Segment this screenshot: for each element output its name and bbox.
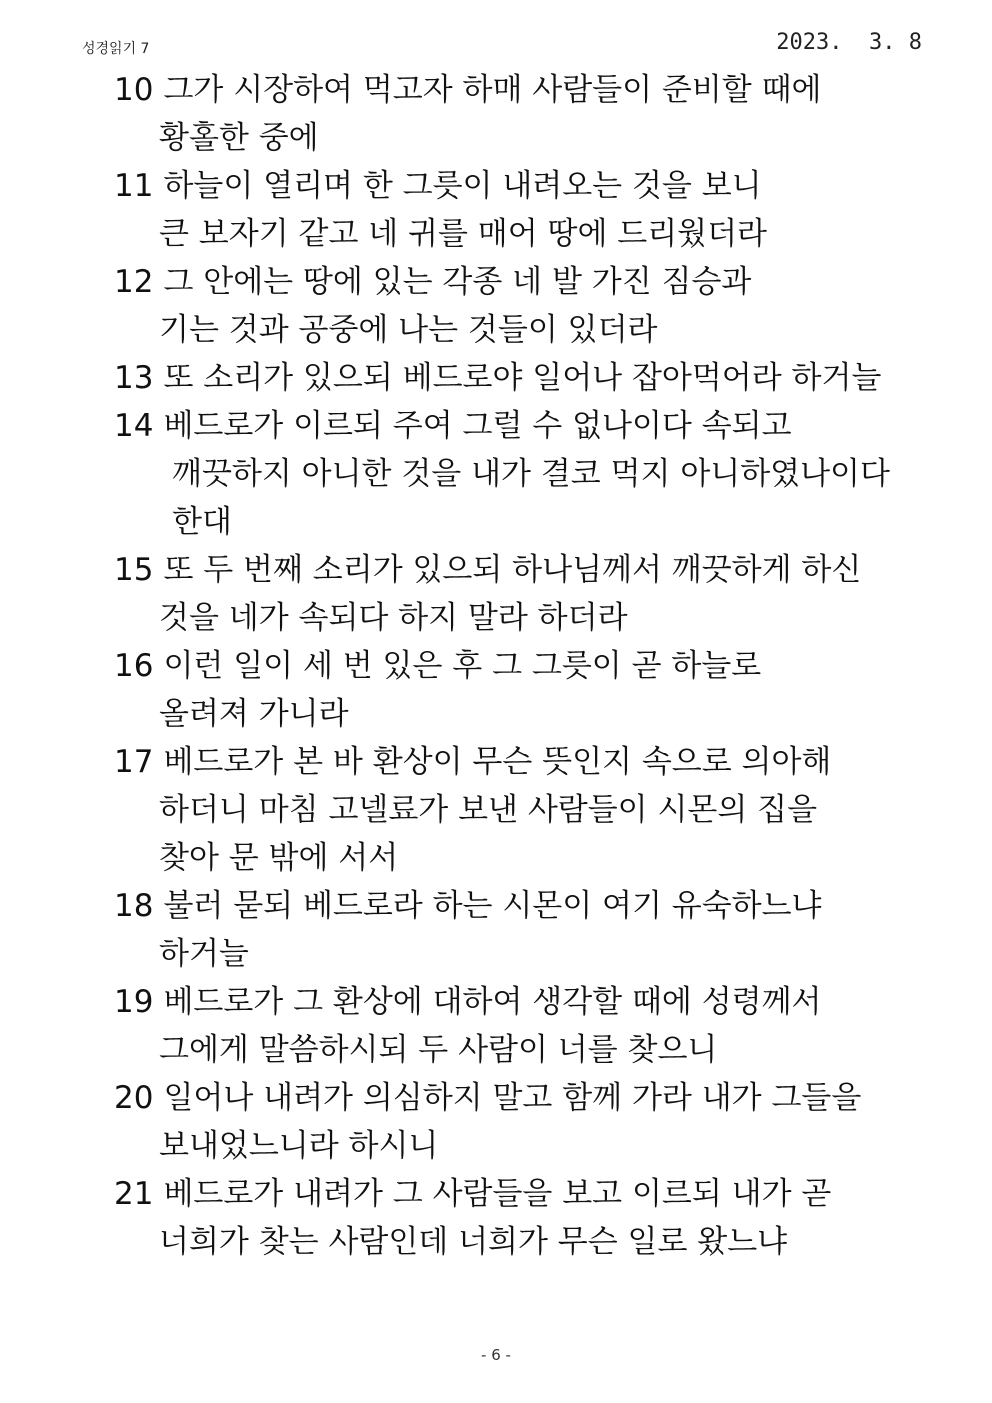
verse-text: 베드로가 본 바 환상이 무슨 뜻인지 속으로 의아해 [163,744,832,780]
verse-18-line-1 [114,882,934,930]
verse-13-line-1 [114,354,934,402]
verse-text: 베드로가 내려가 그 사람들을 보고 이르되 내가 곧 [163,1176,832,1212]
verse-number: 11 [114,168,154,204]
verse-text: 일어나 내려가 의심하지 말고 함께 가라 내가 그들을 [163,1080,862,1116]
verse-21-line-2: 너희가 찾는 사람인데 너희가 무슨 일로 왔느냐 [159,1224,788,1260]
verse-17-line-2: 하더니 마침 고넬료가 보낸 사람들이 시몬의 집을 [159,792,818,828]
verse-14-line-1 [114,402,934,450]
document-title: 성경읽기 7 [82,41,150,57]
verse-number: 18 [114,888,154,924]
verse-20-line-1 [114,1074,934,1122]
verse-15-line-2: 것을 네가 속되다 하지 말라 하더라 [159,600,628,636]
verse-number: 10 [114,72,154,108]
verse-number: 19 [114,984,154,1020]
verse-10-line-2: 황홀한 중에 [159,120,319,156]
verse-11-line-1 [114,162,934,210]
verse-10-line-1 [114,66,934,114]
verse-14-line-3: 한대 [172,504,232,540]
document-date: 2023. 3. 8 [776,30,922,55]
page-number: - 6 - [481,1346,511,1364]
verse-15-line-1 [114,546,934,594]
verse-text: 이런 일이 세 번 있은 후 그 그릇이 곧 하늘로 [163,648,762,684]
verse-12-line-2: 기는 것과 공중에 나는 것들이 있더라 [159,312,658,348]
verse-text: 그 안에는 땅에 있는 각종 네 발 가진 짐승과 [163,264,752,300]
verse-list [114,66,934,1266]
verse-20-line-2: 보내었느니라 하시니 [159,1128,439,1164]
verse-text: 베드로가 이르되 주여 그럴 수 없나이다 속되고 [163,408,792,444]
verse-number: 13 [114,360,154,396]
verse-text: 베드로가 그 환상에 대하여 생각할 때에 성령께서 [163,984,822,1020]
verse-number: 16 [114,648,154,684]
verse-11-line-2: 큰 보자기 같고 네 귀를 매어 땅에 드리웠더라 [159,216,768,252]
verse-text: 하늘이 열리며 한 그릇이 내려오는 것을 보니 [163,168,762,204]
verse-18-line-2: 하거늘 [159,936,249,972]
verse-number: 17 [114,744,154,780]
verse-text: 또 소리가 있으되 베드로야 일어나 잡아먹어라 하거늘 [163,360,882,396]
verse-number: 14 [114,408,154,444]
verse-number: 21 [114,1176,154,1212]
verse-17-line-1 [114,738,934,786]
verse-14-line-2: 깨끗하지 아니한 것을 내가 결코 먹지 아니하였나이다 [172,456,890,492]
verse-text: 또 두 번째 소리가 있으되 하나님께서 깨끗하게 하신 [163,552,862,588]
verse-number: 20 [114,1080,154,1116]
verse-12-line-1 [114,258,934,306]
verse-text: 그가 시장하여 먹고자 하매 사람들이 준비할 때에 [163,72,822,108]
verse-19-line-2: 그에게 말씀하시되 두 사람이 너를 찾으니 [159,1032,718,1068]
verse-16-line-1 [114,642,934,690]
verse-number: 12 [114,264,154,300]
verse-21-line-1 [114,1170,934,1218]
verse-16-line-2: 올려져 가니라 [159,696,349,732]
verse-text: 불러 묻되 베드로라 하는 시몬이 여기 유숙하느냐 [163,888,822,924]
verse-number: 15 [114,552,154,588]
verse-17-line-3: 찾아 문 밖에 서서 [159,840,399,876]
verse-19-line-1 [114,978,934,1026]
